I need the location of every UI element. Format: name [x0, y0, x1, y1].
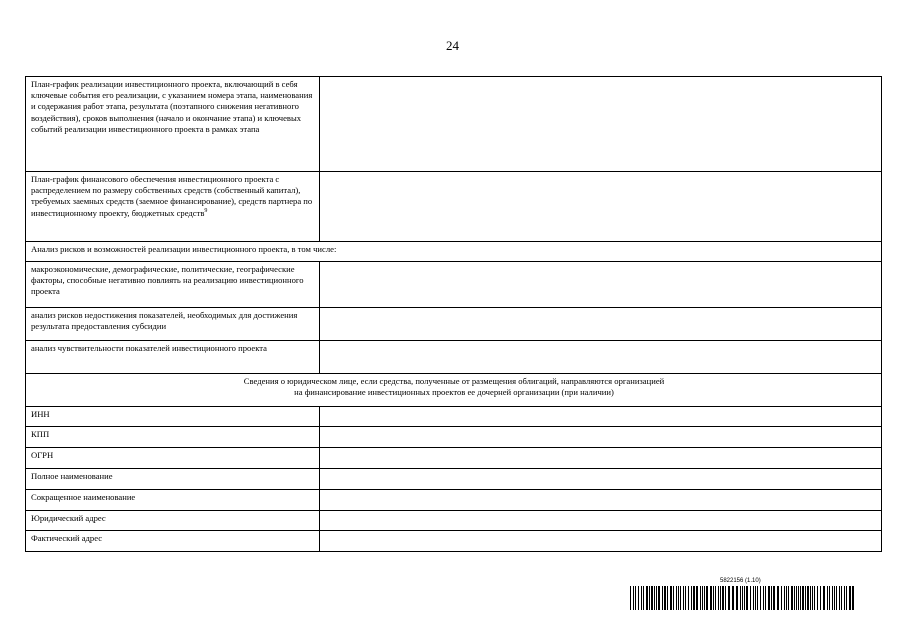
barcode-bar [817, 586, 818, 610]
row-value [320, 262, 882, 308]
barcode-bar [771, 586, 772, 610]
barcode-bar [736, 586, 738, 610]
barcode-icon [630, 586, 858, 610]
table-row [26, 511, 882, 531]
barcode-bar [638, 586, 639, 610]
barcode-bar [844, 586, 845, 610]
barcode-bar [630, 586, 631, 610]
barcode-bar [685, 586, 686, 610]
row-value [320, 531, 882, 552]
barcode-bar [693, 586, 695, 610]
barcode-bar [836, 586, 837, 610]
barcode-bar [820, 586, 821, 610]
table-row [26, 490, 882, 511]
form-table [25, 76, 882, 552]
barcode-bar [732, 586, 734, 610]
row-value [320, 511, 882, 531]
barcode-bar [680, 586, 681, 610]
row-label: ОГРН [26, 448, 320, 469]
barcode-bar [746, 586, 748, 610]
barcode-bar [688, 586, 689, 610]
table-row [26, 531, 882, 552]
barcode-bar [722, 586, 724, 610]
row-value [320, 341, 882, 374]
subsidiary-section-header [26, 374, 882, 407]
table-row [26, 262, 882, 308]
subsidiary-header-line2: на финансирование инвестиционных проектов ее дочерней организации (при наличии) [294, 387, 614, 398]
barcode-bar [683, 586, 684, 610]
table-row [26, 407, 882, 427]
barcode-bar [643, 586, 644, 610]
barcode-bar [823, 586, 825, 610]
barcode-bar [788, 586, 789, 610]
barcode-bar [742, 586, 743, 610]
barcode-bar [757, 586, 758, 610]
row-label-text: План-график финансового обеспечения инвестиционного проекта с распределением по размеру собственных средств (собственный капитал), требуемых заемных средств (заемное финансирование), средств партнера по инвестиционному проекту, бюджетных средств [31, 174, 313, 218]
row-label: Сокращенное наименование [26, 490, 320, 511]
barcode-bar [794, 586, 795, 610]
row-value [320, 469, 882, 490]
barcode-number: 5822156 (1.10) [720, 578, 761, 584]
barcode-bar [765, 586, 766, 610]
barcode-bar [696, 586, 698, 610]
barcode-bar [673, 586, 674, 610]
barcode-bar [839, 586, 840, 610]
barcode-bar [635, 586, 636, 610]
table-row [26, 374, 882, 407]
table-row [26, 469, 882, 490]
barcode-bar [852, 586, 854, 610]
row-label: анализ рисков недостижения показателей, необходимых для достижения результата предоставления субсидии [26, 308, 320, 341]
table-row [26, 77, 882, 172]
row-label: Фактический адрес [26, 531, 320, 552]
row-label [26, 172, 320, 242]
barcode-bar [786, 586, 787, 610]
barcode-bar [740, 586, 741, 610]
barcode-bar [710, 586, 712, 610]
table-row [26, 172, 882, 242]
barcode-bar [664, 586, 666, 610]
row-label: макроэкономические, демографические, политические, географические факторы, способные негативно повлиять на реализацию инвестиционного проекта [26, 262, 320, 308]
barcode-bar [800, 586, 801, 610]
table-row [26, 242, 882, 262]
barcode-bar [725, 586, 726, 610]
row-value [320, 77, 882, 172]
barcode-bar [744, 586, 745, 610]
barcode-bar [646, 586, 648, 610]
barcode-bar [832, 586, 833, 610]
row-value [320, 427, 882, 448]
barcode-bar [633, 586, 634, 610]
row-label: анализ чувствительности показателей инвестиционного проекта [26, 341, 320, 374]
barcode-bar [763, 586, 764, 610]
barcode-bar [667, 586, 668, 610]
barcode-bar [713, 586, 714, 610]
barcode-bar [810, 586, 811, 610]
barcode-bar [704, 586, 705, 610]
barcode-bar [827, 586, 828, 610]
row-label: ИНН [26, 407, 320, 427]
row-label: КПП [26, 427, 320, 448]
row-value [320, 172, 882, 242]
barcode-bar [796, 586, 797, 610]
barcode-bar [641, 586, 642, 610]
barcode-bar [651, 586, 653, 610]
barcode-bar [768, 586, 770, 610]
barcode-bar [829, 586, 830, 610]
barcode-bar [649, 586, 650, 610]
barcode-bar [700, 586, 701, 610]
barcode-bar [791, 586, 793, 610]
barcode-bar [678, 586, 679, 610]
barcode-bar [706, 586, 708, 610]
barcode-bar [777, 586, 779, 610]
barcode-bar [805, 586, 806, 610]
barcode-bar [658, 586, 660, 610]
row-label: Полное наименование [26, 469, 320, 490]
row-value [320, 308, 882, 341]
row-value [320, 407, 882, 427]
barcode-bar [849, 586, 851, 610]
row-value [320, 490, 882, 511]
barcode-bar [781, 586, 782, 610]
footnote-mark: 9 [204, 207, 208, 214]
barcode-bar [841, 586, 842, 610]
barcode-bar [720, 586, 721, 610]
barcode-bar [656, 586, 657, 610]
barcode-bar [802, 586, 804, 610]
barcode-bar [784, 586, 785, 610]
barcode-bar [798, 586, 799, 610]
barcode-bar [834, 586, 835, 610]
table-row [26, 308, 882, 341]
barcode-bar [753, 586, 754, 610]
table-row [26, 341, 882, 374]
barcode-bar [670, 586, 672, 610]
barcode-bar [715, 586, 716, 610]
barcode-bar [728, 586, 730, 610]
barcode-bar [846, 586, 847, 610]
barcode-bar [814, 586, 815, 610]
barcode-bar [807, 586, 809, 610]
barcode-bar [755, 586, 756, 610]
barcode-bar [760, 586, 761, 610]
barcode-bar [812, 586, 813, 610]
risk-section-header: Анализ рисков и возможностей реализации инвестиционного проекта, в том числе: [26, 242, 882, 262]
barcode-bar [654, 586, 655, 610]
barcode-bar [676, 586, 677, 610]
row-label: Юридический адрес [26, 511, 320, 531]
barcode-bar [691, 586, 692, 610]
subsidiary-header-line1: Сведения о юридическом лице, если средства, полученные от размещения облигаций, направляются организацией [243, 376, 665, 386]
row-label: План-график реализации инвестиционного проекта, включающий в себя ключевые события его реализации, с указанием номера этапа, наименования и содержания работ этапа, результата (поэтапного снижения негативного воздействия), сроков выполнения (начало и окончание этапа) и ключевых событий реализации инвестиционного проекта в рамках этапа [26, 77, 320, 172]
page-number: 24 [446, 38, 459, 53]
barcode-bar [702, 586, 703, 610]
barcode-bar [773, 586, 775, 610]
table-row [26, 427, 882, 448]
row-value [320, 448, 882, 469]
barcode-bar [718, 586, 719, 610]
barcode-bar [662, 586, 663, 610]
table-row [26, 448, 882, 469]
barcode-bar [750, 586, 751, 610]
